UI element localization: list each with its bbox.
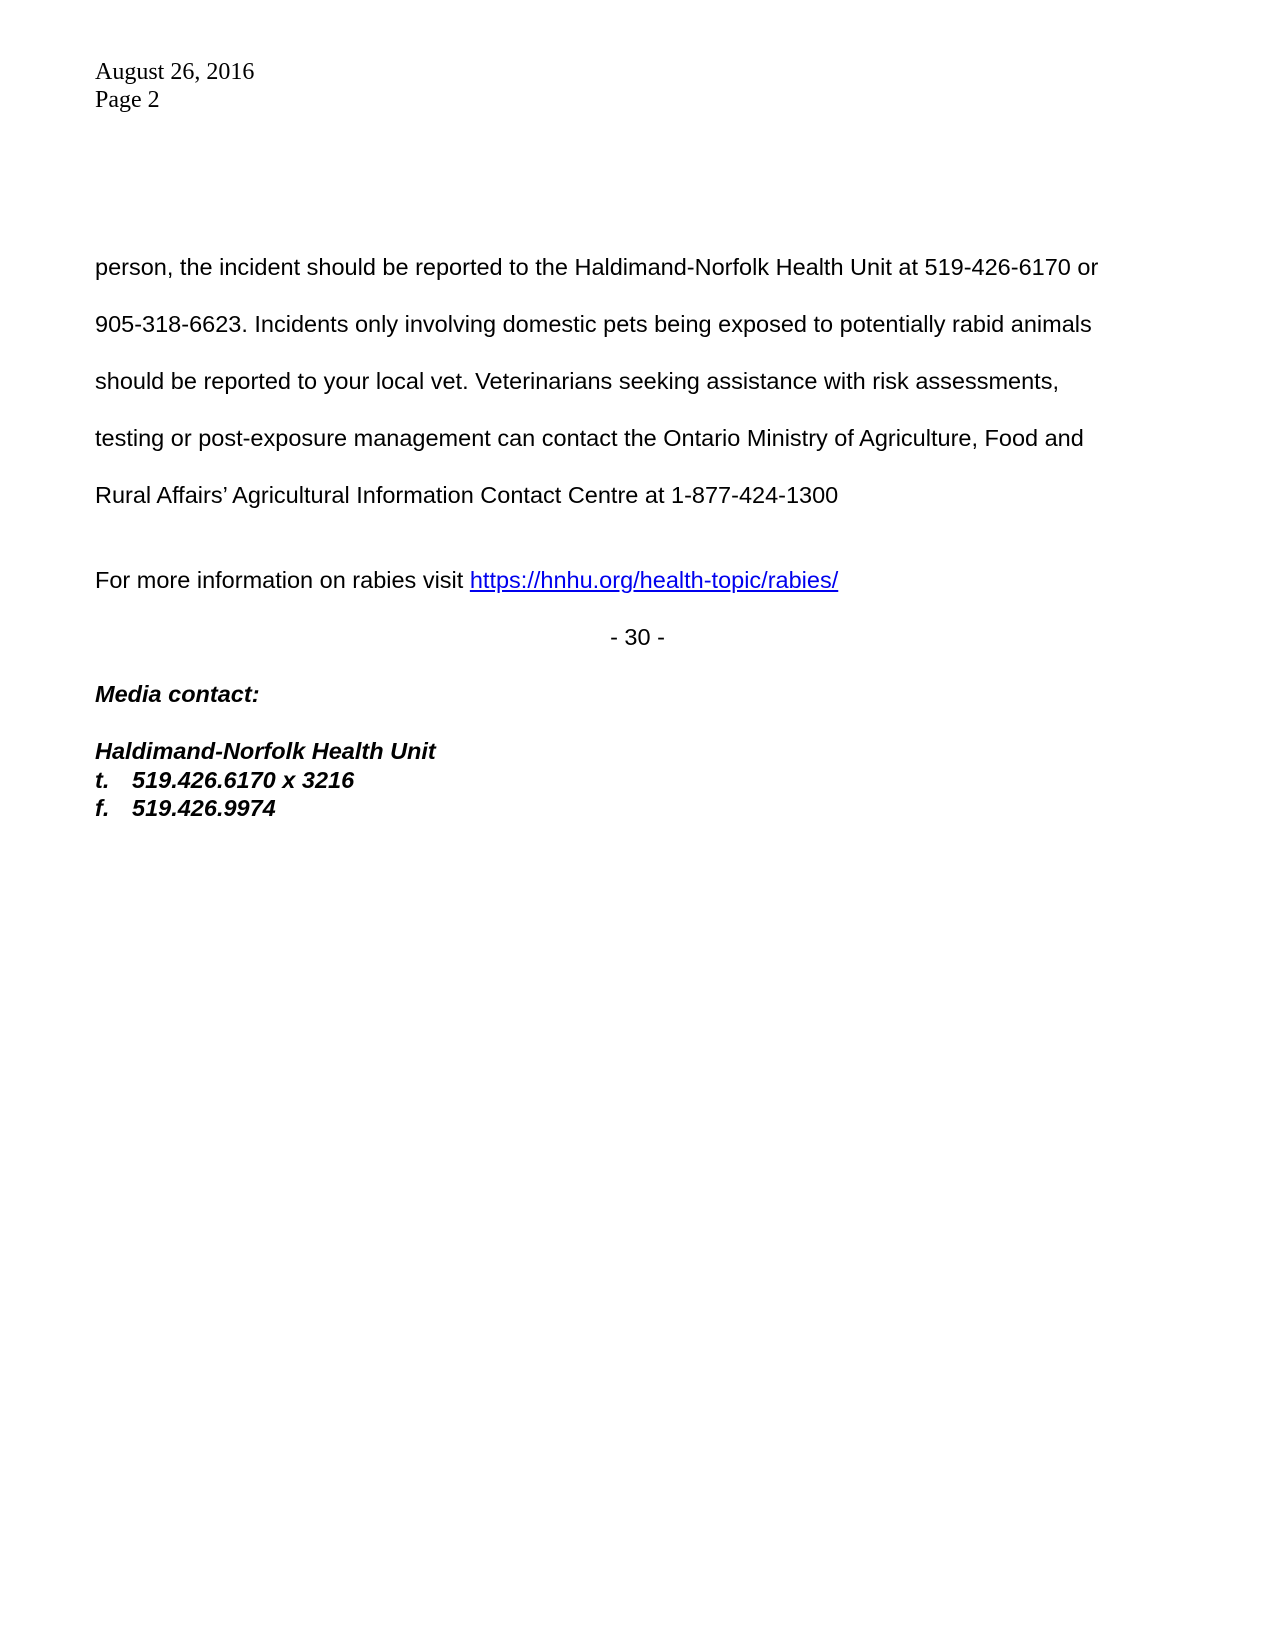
document-body	[95, 224, 1195, 823]
page-header	[95, 58, 254, 114]
paragraph-line: person, the incident should be reported to the Haldimand-Norfolk Health Unit at 519-426-6170 or	[95, 253, 1099, 280]
more-info-text: For more information on rabies visit	[95, 567, 470, 593]
media-contact-block	[95, 680, 1195, 823]
header-date: August 26, 2016	[95, 59, 255, 85]
phone-label: t.	[95, 766, 110, 793]
fax-label: f.	[95, 795, 110, 821]
paragraph-line: Rural Affairs’ Agricultural Information Contact Centre at 1-877-424-1300	[95, 481, 839, 508]
paragraph-line: 905-318-6623. Incidents only involving domestic pets being exposed to potentially rabid animals	[95, 310, 1092, 337]
reporting-paragraph	[95, 224, 1195, 538]
contact-phone: 519.426.6170 x 3216	[132, 766, 355, 793]
more-info-line	[95, 566, 1195, 595]
media-contact-heading: Media contact:	[95, 681, 260, 707]
contact-fax: 519.426.9974	[132, 795, 276, 821]
end-of-release-marker: - 30 -	[610, 624, 665, 650]
paragraph-line: testing or post-exposure management can contact the Ontario Ministry of Agriculture, Food and	[95, 424, 1084, 451]
contact-fax-row	[95, 794, 1195, 823]
contact-organization: Haldimand-Norfolk Health Unit	[95, 738, 436, 764]
rabies-info-link[interactable]: https://hnhu.org/health-topic/rabies/	[469, 567, 839, 593]
header-page-number: Page 2	[95, 87, 160, 113]
contact-phone-row	[95, 766, 1195, 795]
paragraph-line: should be reported to your local vet. Veterinarians seeking assistance with risk assessments,	[95, 367, 1059, 394]
